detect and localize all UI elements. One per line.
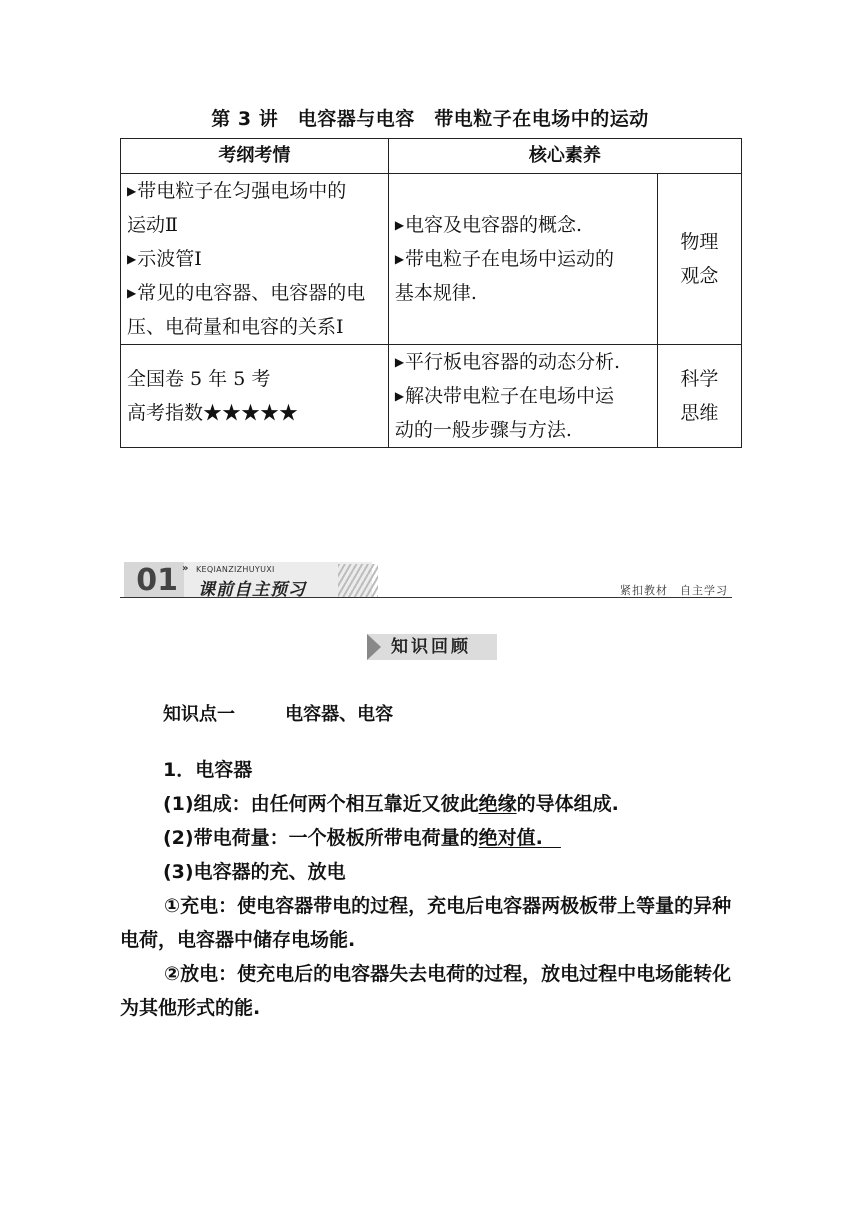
core-text: 电容及电容器的概念. — [405, 214, 583, 236]
review-badge — [367, 634, 497, 660]
core-line: 基本规律. — [394, 282, 477, 304]
bullet-triangle-icon: ▶ — [127, 252, 137, 266]
review-badge-label: 知识回顾 — [391, 637, 471, 657]
knowledge-point-label: 知识点一 — [163, 704, 235, 725]
banner-stripes — [338, 564, 378, 598]
bullet-triangle-icon: ▶ — [127, 286, 137, 300]
core-line — [395, 208, 653, 242]
literacy-line: 物理 — [680, 231, 719, 253]
literacy-cell — [657, 174, 741, 345]
section-subtitle: 紧扣教材 自主学习 — [620, 584, 728, 597]
header-core-literacy: 核心素养 — [388, 139, 741, 174]
item-text: 的导体组成. — [516, 793, 619, 815]
section-title: 课前自主预习 — [198, 580, 306, 600]
literacy-line: 观念 — [680, 265, 719, 287]
literacy-cell — [657, 345, 741, 448]
core-line — [395, 345, 653, 379]
literacy-line: 思维 — [680, 402, 719, 424]
syllabus-text: 带电粒子在匀强电场中的 — [137, 180, 347, 202]
bullet-triangle-icon: ▶ — [127, 184, 137, 198]
charging-paragraph: ①充电：使电容器带电的过程，充电后电容器两极板带上等量的异种电荷，电容器中储存电场能. — [120, 895, 732, 951]
discharging-paragraph: ②放电：使充电后的电容器失去电荷的过程，放电过程中电场能转化为其他形式的能. — [120, 963, 732, 1019]
bullet-triangle-icon: ▶ — [394, 389, 405, 403]
syllabus-line: 压、电荷量和电容的关系Ⅰ — [127, 316, 344, 338]
item-text: (2)带电荷量：一个极板所带电荷量的 — [163, 827, 479, 849]
core-cell — [388, 174, 657, 345]
core-line — [395, 379, 653, 413]
knowledge-point-heading — [163, 700, 393, 726]
knowledge-point-topic: 电容器、电容 — [285, 704, 394, 725]
banner-divider — [120, 597, 732, 598]
syllabus-text: 示波管Ⅰ — [137, 248, 202, 270]
section-number: 01 — [124, 562, 184, 598]
blank-underline — [543, 827, 561, 849]
syllabus-line — [127, 242, 384, 276]
header-syllabus: 考纲考情 — [121, 139, 389, 174]
core-cell — [388, 345, 657, 448]
content-item-charge-discharge: (3)电容器的充、放电 — [163, 861, 346, 883]
bullet-triangle-icon: ▶ — [394, 218, 405, 232]
syllabus-cell — [121, 345, 389, 448]
syllabus-line: 高考指数★★★★★ — [127, 402, 299, 424]
core-line — [395, 242, 653, 276]
bullet-triangle-icon: ▶ — [394, 355, 405, 369]
double-chevron-icon: » — [182, 563, 189, 574]
fill-blank-answer: 绝对值. — [478, 827, 543, 849]
core-line: 动的一般步骤与方法. — [394, 419, 572, 441]
literacy-line: 科学 — [680, 368, 719, 390]
table-header-row — [121, 139, 742, 174]
content-item-composition — [163, 787, 763, 821]
core-text: 解决带电粒子在电场中运 — [405, 385, 615, 407]
section-heading: 1．电容器 — [163, 759, 253, 781]
syllabus-text: 常见的电容器、电容器的电 — [137, 282, 366, 304]
fill-blank-answer: 绝缘 — [478, 793, 517, 815]
syllabus-cell — [121, 174, 389, 345]
syllabus-line — [127, 174, 384, 208]
arrow-right-icon — [367, 634, 381, 660]
bullet-triangle-icon: ▶ — [394, 252, 405, 266]
section-pinyin: KEQIANZIZHUYUXI — [196, 565, 275, 574]
item-text: (1)组成：由任何两个相互靠近又彼此 — [163, 793, 479, 815]
table-row — [121, 345, 742, 448]
syllabus-line — [127, 276, 384, 310]
core-text: 平行板电容器的动态分析. — [405, 351, 621, 373]
syllabus-line: 全国卷 5 年 5 考 — [127, 368, 271, 390]
content-item-charge-amount — [163, 821, 763, 855]
outline-table — [120, 138, 742, 448]
core-text: 带电粒子在电场中运动的 — [405, 248, 615, 270]
table-row — [121, 174, 742, 345]
syllabus-line: 运动Ⅱ — [127, 214, 178, 236]
section-banner — [120, 562, 732, 602]
page-title: 第 3 讲 电容器与电容 带电粒子在电场中的运动 — [211, 108, 649, 130]
